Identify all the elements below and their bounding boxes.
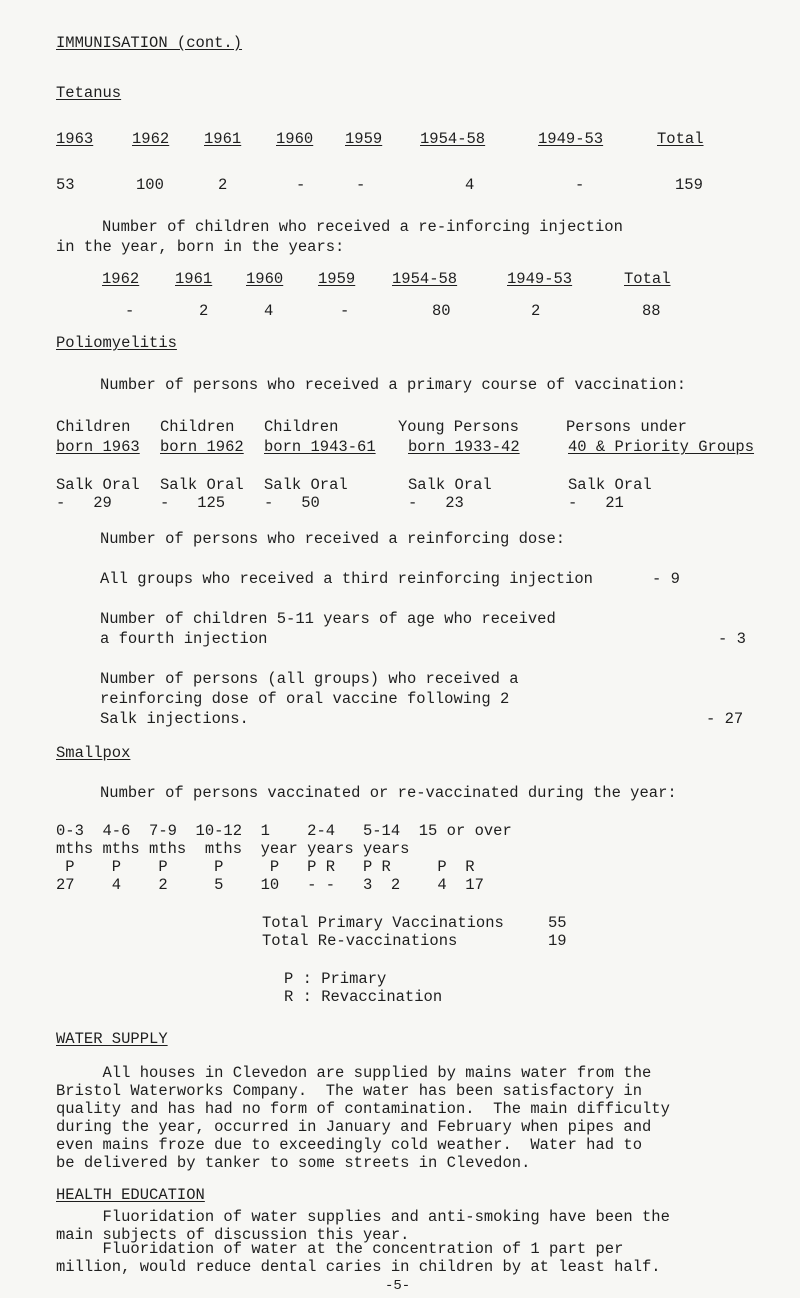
polio-group: Children xyxy=(264,418,339,436)
tetanus-year2: 1954-58 xyxy=(392,270,458,288)
tetanus-year: Total xyxy=(657,130,704,148)
polio-group2: born 1963 xyxy=(56,438,140,456)
tetanus-year: 1962 xyxy=(132,130,170,148)
water-line: Bristol Waterworks Company. The water has been satisfactory in xyxy=(56,1082,642,1100)
polio-group: Young Persons xyxy=(398,418,519,436)
tetanus-count: 2 xyxy=(218,176,228,194)
polio-value: - 21 xyxy=(568,494,624,512)
tetanus-year2: 1962 xyxy=(102,270,140,288)
polio-type: Salk Oral xyxy=(408,476,492,494)
tetanus-count2: 80 xyxy=(432,302,451,320)
polio-value: - 50 xyxy=(264,494,320,512)
polio-value: - 23 xyxy=(408,494,464,512)
polio-fourth-line-2: a fourth injection xyxy=(100,630,268,648)
tetanus-count2: 2 xyxy=(531,302,541,320)
water-line: during the year, occurred in January and February when pipes and xyxy=(56,1118,652,1136)
tetanus-year: 1963 xyxy=(56,130,94,148)
tetanus-year: 1954-58 xyxy=(420,130,486,148)
tetanus-year: 1949-53 xyxy=(538,130,604,148)
polio-group2: born 1943-61 xyxy=(264,438,376,456)
smallpox-row-ages: 0-3 4-6 7-9 10-12 1 2-4 5-14 15 or over xyxy=(56,822,512,840)
tetanus-year2: 1949-53 xyxy=(507,270,573,288)
page-heading: IMMUNISATION (cont.) xyxy=(56,34,243,52)
tetanus-year2: Total xyxy=(624,270,671,288)
total-primary-value: 55 xyxy=(548,914,567,932)
health-title: HEALTH EDUCATION xyxy=(56,1186,205,1204)
key-primary: P : Primary xyxy=(284,970,387,988)
tetanus-year: 1961 xyxy=(204,130,242,148)
tetanus-count: 159 xyxy=(675,176,703,194)
polio-group: Persons under xyxy=(566,418,687,436)
water-line: even mains froze due to exceedingly cold weather. Water had to xyxy=(56,1136,642,1154)
reinforce-text-1: Number of children who received a re-inforcing injection xyxy=(102,218,623,236)
water-line: All houses in Clevedon are supplied by mains water from the xyxy=(56,1064,652,1082)
health-line: main subjects of discussion this year. xyxy=(56,1226,410,1244)
smallpox-intro: Number of persons vaccinated or re-vaccinated during the year: xyxy=(100,784,677,802)
tetanus-year2: 1960 xyxy=(246,270,284,288)
polio-fourth-value: - 3 xyxy=(718,630,746,648)
polio-type: Salk Oral xyxy=(160,476,244,494)
polio-type: Salk Oral xyxy=(568,476,652,494)
health-line: million, would reduce dental caries in children by at least half. xyxy=(56,1258,661,1276)
polio-third-line: All groups who received a third reinforcing injection xyxy=(100,570,593,588)
polio-fourth-line-1: Number of children 5-11 years of age who received xyxy=(100,610,556,628)
tetanus-count: - xyxy=(575,176,585,194)
tetanus-count2: - xyxy=(125,302,135,320)
tetanus-title: Tetanus xyxy=(56,84,122,102)
tetanus-count: - xyxy=(356,176,366,194)
polio-oral-line-1: Number of persons (all groups) who received a xyxy=(100,670,519,688)
tetanus-year: 1960 xyxy=(276,130,314,148)
water-line: be delivered by tanker to some streets in Clevedon. xyxy=(56,1154,531,1172)
total-re-value: 19 xyxy=(548,932,567,950)
polio-title: Poliomyelitis xyxy=(56,334,177,352)
smallpox-row-pr: P P P P P P R P R P R xyxy=(56,858,475,876)
tetanus-count2: 88 xyxy=(642,302,661,320)
tetanus-count2: 4 xyxy=(264,302,274,320)
tetanus-count: 53 xyxy=(56,176,75,194)
tetanus-count: 4 xyxy=(465,176,475,194)
polio-value: - 125 xyxy=(160,494,226,512)
reinforce-text-2: in the year, born in the years: xyxy=(56,238,345,256)
water-title: WATER SUPPLY xyxy=(56,1030,168,1048)
health-line: Fluoridation of water at the concentration of 1 part per xyxy=(56,1240,624,1258)
polio-group2: born 1933-42 xyxy=(408,438,520,456)
polio-third-value: - 9 xyxy=(652,570,680,588)
smallpox-title: Smallpox xyxy=(56,744,131,762)
polio-oral-value: - 27 xyxy=(706,710,744,728)
tetanus-count2: - xyxy=(340,302,350,320)
polio-oral-line-3: Salk injections. xyxy=(100,710,249,728)
smallpox-row-values: 27 4 2 5 10 - - 3 2 4 17 xyxy=(56,876,484,894)
polio-group2: 40 & Priority Groups xyxy=(568,438,755,456)
health-line: Fluoridation of water supplies and anti-smoking have been the xyxy=(56,1208,670,1226)
polio-group: Children xyxy=(160,418,235,436)
total-re-label: Total Re-vaccinations xyxy=(262,932,458,950)
water-line: quality and has had no form of contamination. The main difficulty xyxy=(56,1100,670,1118)
polio-oral-line-2: reinforcing dose of oral vaccine following 2 xyxy=(100,690,510,708)
tetanus-year2: 1959 xyxy=(318,270,356,288)
polio-group: Children xyxy=(56,418,131,436)
polio-type: Salk Oral xyxy=(264,476,348,494)
total-primary-label: Total Primary Vaccinations xyxy=(262,914,504,932)
polio-type: Salk Oral xyxy=(56,476,140,494)
smallpox-row-units: mths mths mths mths year years years xyxy=(56,840,410,858)
polio-reinforcing-dose: Number of persons who received a reinforcing dose: xyxy=(100,530,566,548)
tetanus-year2: 1961 xyxy=(175,270,213,288)
page-number: -5- xyxy=(385,1278,411,1294)
polio-primary-text: Number of persons who received a primary course of vaccination: xyxy=(100,376,686,394)
polio-value: - 29 xyxy=(56,494,112,512)
key-revaccination: R : Revaccination xyxy=(284,988,443,1006)
tetanus-year: 1959 xyxy=(345,130,383,148)
tetanus-count2: 2 xyxy=(199,302,209,320)
tetanus-count: - xyxy=(296,176,306,194)
polio-group2: born 1962 xyxy=(160,438,244,456)
tetanus-count: 100 xyxy=(136,176,164,194)
